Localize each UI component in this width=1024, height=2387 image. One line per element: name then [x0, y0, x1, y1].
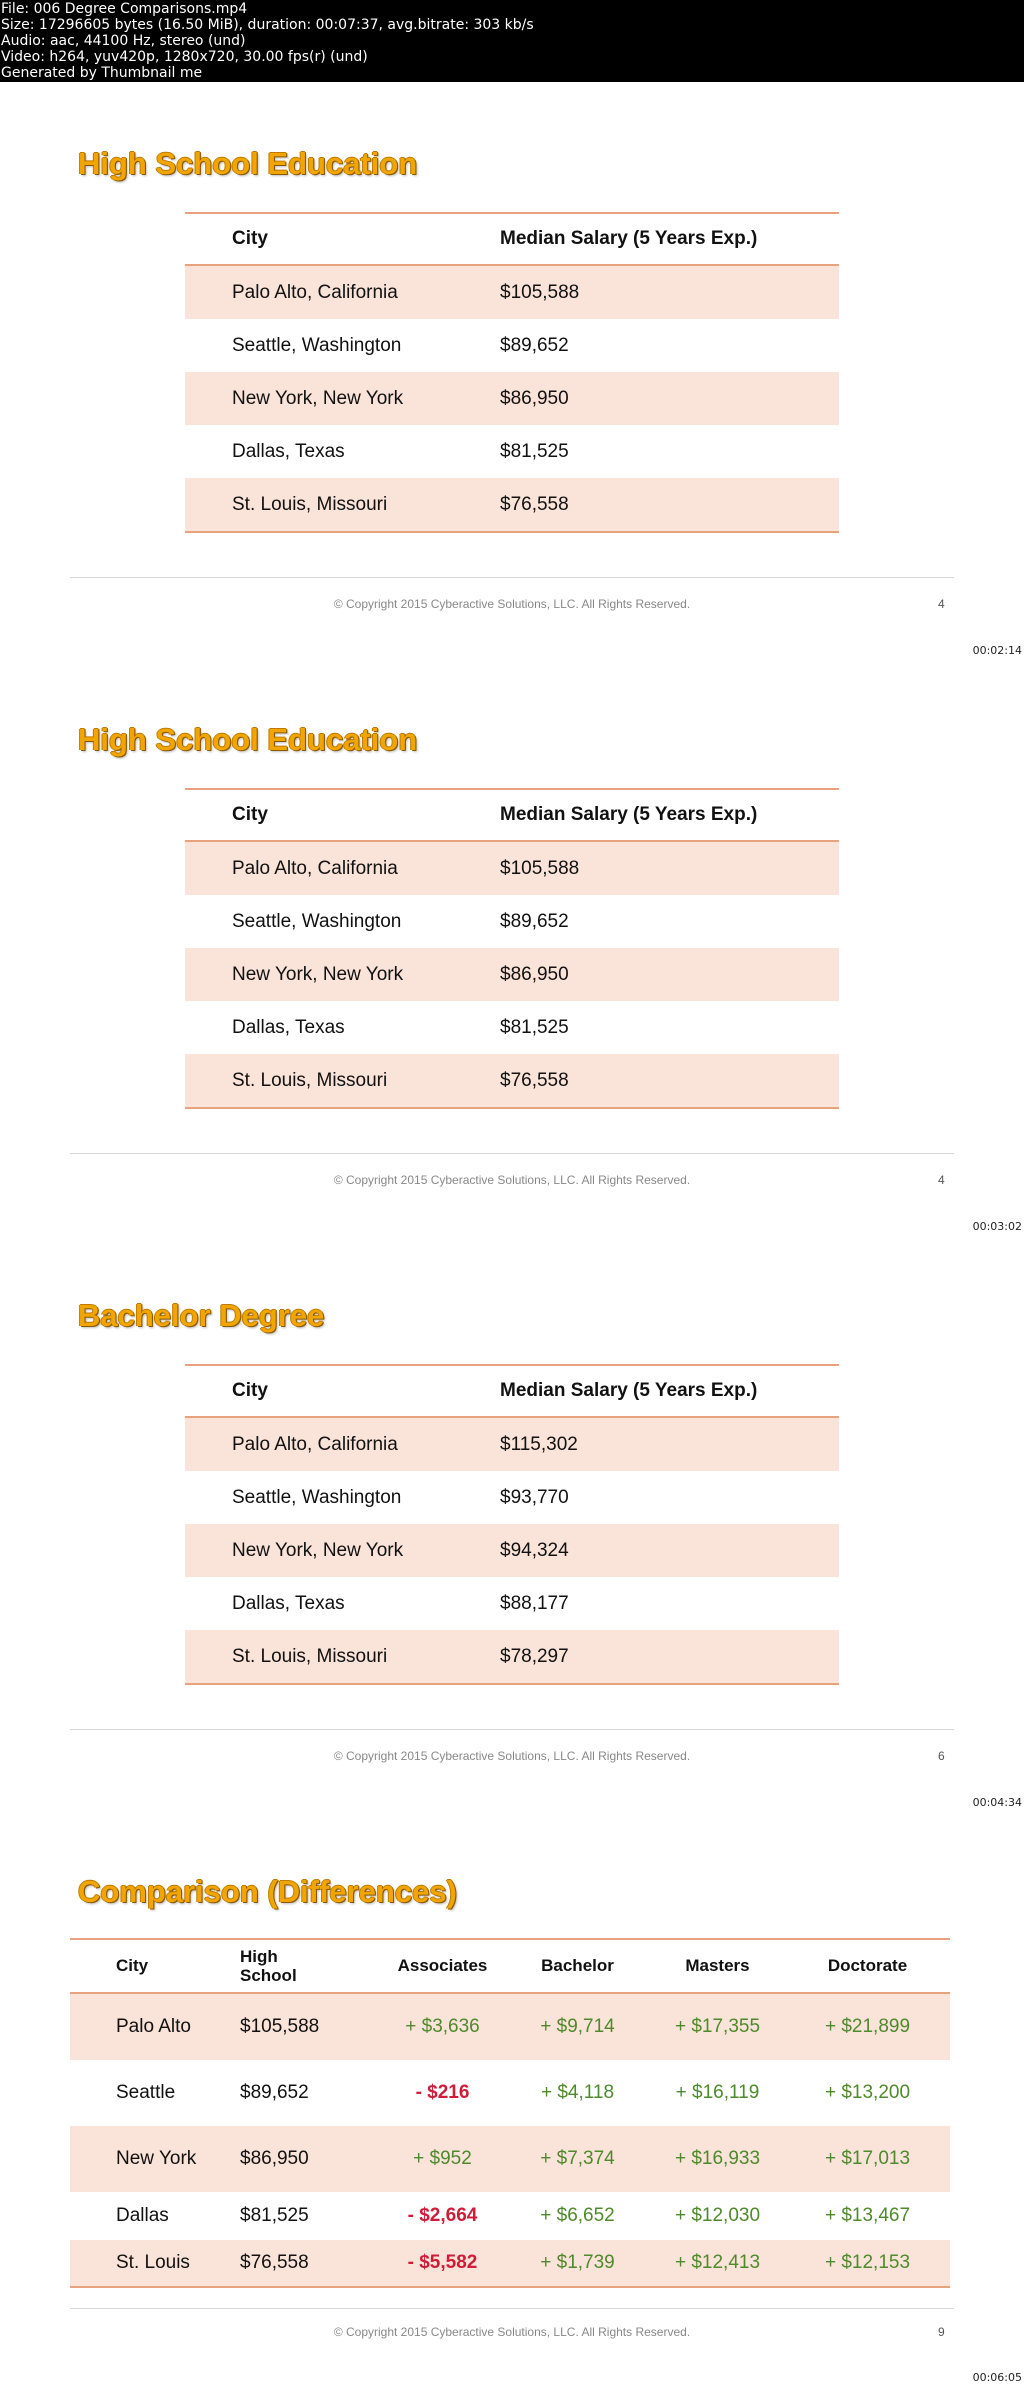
table-row	[185, 1524, 839, 1577]
city-cell: St. Louis	[116, 2252, 190, 2273]
bachelor-diff-cell: + $9,714	[540, 2016, 615, 2037]
column-header-masters: Masters	[685, 1956, 750, 1975]
column-header-salary: Median Salary (5 Years Exp.)	[500, 228, 758, 249]
file-info-header	[0, 0, 1024, 82]
table-row	[70, 2060, 950, 2126]
footer-divider	[70, 1729, 954, 1730]
file-info-line: Generated by Thumbnail me	[1, 65, 203, 81]
associates-diff-cell: + $3,636	[405, 2016, 480, 2037]
column-header-city: City	[232, 228, 268, 249]
copyright-text: © Copyright 2015 Cyberactive Solutions, LLC. All Rights Reserved.	[333, 1173, 691, 1187]
salary-cell: $105,588	[500, 857, 580, 879]
city-cell: New York, New York	[232, 963, 404, 985]
copyright-text: © Copyright 2015 Cyberactive Solutions, LLC. All Rights Reserved.	[333, 2325, 691, 2339]
masters-diff-cell: + $17,355	[674, 2016, 761, 2037]
city-cell: St. Louis, Missouri	[232, 1645, 388, 1667]
table-row	[185, 895, 839, 948]
page-number: 6	[938, 1749, 945, 1763]
copyright-text: © Copyright 2015 Cyberactive Solutions, LLC. All Rights Reserved.	[333, 1749, 691, 1763]
city-cell: Seattle, Washington	[232, 334, 402, 356]
masters-diff-cell: + $12,413	[674, 2252, 761, 2273]
table-row	[185, 842, 839, 895]
salary-cell: $115,302	[500, 1433, 578, 1455]
slide-thumbnail	[0, 82, 1024, 658]
copyright-text: © Copyright 2015 Cyberactive Solutions, LLC. All Rights Reserved.	[333, 597, 691, 611]
timestamp-label: 00:06:05	[972, 2371, 1022, 2384]
doctorate-diff-cell: + $13,467	[824, 2205, 911, 2226]
table-row	[185, 372, 839, 425]
column-header-bachelor: Bachelor	[541, 1956, 614, 1975]
masters-diff-cell: + $12,030	[674, 2205, 761, 2226]
table-row	[185, 425, 839, 478]
salary-table	[185, 788, 839, 1109]
table-row	[70, 2192, 950, 2240]
table-header-row	[70, 1940, 950, 1994]
city-cell: Palo Alto, California	[232, 1433, 398, 1455]
page-number: 4	[938, 1173, 945, 1187]
table-row	[70, 2126, 950, 2192]
timestamp-label: 00:03:02	[972, 1220, 1022, 1233]
bachelor-diff-cell: + $7,374	[540, 2148, 615, 2169]
high-school-cell: $105,588	[240, 2016, 320, 2037]
file-info-line: File: 006 Degree Comparisons.mp4	[1, 1, 248, 17]
associates-diff-cell: - $216	[415, 2082, 470, 2103]
doctorate-diff-cell: + $12,153	[824, 2252, 911, 2273]
city-cell: St. Louis, Missouri	[232, 1069, 388, 1091]
column-header-high-school	[240, 1947, 380, 1985]
city-cell: New York, New York	[232, 1539, 404, 1561]
city-cell: Seattle, Washington	[232, 910, 402, 932]
bachelor-diff-cell: + $6,652	[540, 2205, 615, 2226]
file-info-line: Video: h264, yuv420p, 1280x720, 30.00 fps(r) (und)	[1, 49, 368, 65]
city-cell: New York	[116, 2148, 197, 2169]
associates-diff-cell: - $2,664	[407, 2205, 478, 2226]
slide-thumbnail	[0, 658, 1024, 1234]
city-cell: New York, New York	[232, 387, 404, 409]
table-row	[185, 1054, 839, 1107]
table-row	[70, 2240, 950, 2286]
comparison-table	[70, 1938, 950, 2288]
salary-table	[185, 1364, 839, 1685]
slide-title: High School Education	[78, 722, 418, 757]
table-row	[185, 1418, 839, 1471]
masters-diff-cell: + $16,933	[674, 2148, 761, 2169]
file-info-line: Audio: aac, 44100 Hz, stereo (und)	[1, 33, 246, 49]
column-header-city: City	[232, 804, 268, 825]
city-cell: Palo Alto	[116, 2016, 191, 2037]
slide-thumbnail	[0, 1234, 1024, 1810]
bachelor-diff-cell: + $1,739	[540, 2252, 615, 2273]
table-row	[185, 1471, 839, 1524]
column-header-salary: Median Salary (5 Years Exp.)	[500, 1380, 758, 1401]
city-cell: Seattle	[116, 2082, 176, 2103]
doctorate-diff-cell: + $21,899	[824, 2016, 911, 2037]
footer-divider	[70, 1153, 954, 1154]
column-header-salary: Median Salary (5 Years Exp.)	[500, 804, 758, 825]
column-header-high-school-label: High School	[240, 1947, 297, 1985]
slide-title: Bachelor Degree	[78, 1298, 325, 1333]
salary-cell: $78,297	[500, 1645, 569, 1667]
salary-cell: $89,652	[500, 334, 569, 356]
footer-divider	[70, 577, 954, 578]
table-row	[185, 478, 839, 531]
salary-cell: $86,950	[500, 387, 569, 409]
table-header-row	[185, 790, 839, 842]
slide-thumbnail	[0, 1810, 1024, 2386]
timestamp-label: 00:04:34	[972, 1796, 1022, 1809]
table-row	[70, 1994, 950, 2060]
salary-cell: $86,950	[500, 963, 569, 985]
table-row	[185, 319, 839, 372]
salary-cell: $76,558	[500, 493, 569, 515]
column-header-city: City	[232, 1380, 268, 1401]
footer-divider	[70, 2308, 954, 2309]
city-cell: St. Louis, Missouri	[232, 493, 388, 515]
table-header-row	[185, 214, 839, 266]
high-school-cell: $81,525	[240, 2205, 309, 2226]
associates-diff-cell: - $5,582	[407, 2252, 478, 2273]
salary-cell: $105,588	[500, 281, 580, 303]
column-header-city: City	[116, 1956, 149, 1975]
salary-cell: $88,177	[500, 1592, 569, 1614]
slide-title: Comparison (Differences)	[78, 1874, 457, 1909]
table-header-row	[185, 1366, 839, 1418]
column-header-doctorate: Doctorate	[827, 1956, 908, 1975]
salary-table	[185, 212, 839, 533]
city-cell: Palo Alto, California	[232, 857, 398, 879]
salary-cell: $81,525	[500, 440, 569, 462]
page-number: 4	[938, 597, 945, 611]
table-row	[185, 1577, 839, 1630]
table-row	[185, 948, 839, 1001]
salary-cell: $94,324	[500, 1539, 569, 1561]
salary-cell: $81,525	[500, 1016, 569, 1038]
column-header-associates: Associates	[397, 1956, 488, 1975]
city-cell: Dallas	[116, 2205, 169, 2226]
salary-cell: $93,770	[500, 1486, 569, 1508]
doctorate-diff-cell: + $17,013	[824, 2148, 911, 2169]
high-school-cell: $89,652	[240, 2082, 309, 2103]
associates-diff-cell: + $952	[413, 2148, 472, 2169]
timestamp-label: 00:02:14	[972, 644, 1022, 657]
slide-title: High School Education	[78, 146, 418, 181]
file-info-line: Size: 17296605 bytes (16.50 MiB), duration: 00:07:37, avg.bitrate: 303 kb/s	[1, 17, 534, 33]
city-cell: Dallas, Texas	[232, 1016, 345, 1038]
salary-cell: $89,652	[500, 910, 569, 932]
masters-diff-cell: + $16,119	[675, 2082, 760, 2103]
city-cell: Palo Alto, California	[232, 281, 398, 303]
city-cell: Dallas, Texas	[232, 1592, 345, 1614]
salary-cell: $76,558	[500, 1069, 569, 1091]
city-cell: Seattle, Washington	[232, 1486, 402, 1508]
high-school-cell: $86,950	[240, 2148, 309, 2169]
city-cell: Dallas, Texas	[232, 440, 345, 462]
table-row	[185, 266, 839, 319]
page-number: 9	[938, 2325, 945, 2339]
bachelor-diff-cell: + $4,118	[540, 2082, 615, 2103]
doctorate-diff-cell: + $13,200	[824, 2082, 911, 2103]
table-row	[185, 1630, 839, 1683]
table-row	[185, 1001, 839, 1054]
high-school-cell: $76,558	[240, 2252, 309, 2273]
